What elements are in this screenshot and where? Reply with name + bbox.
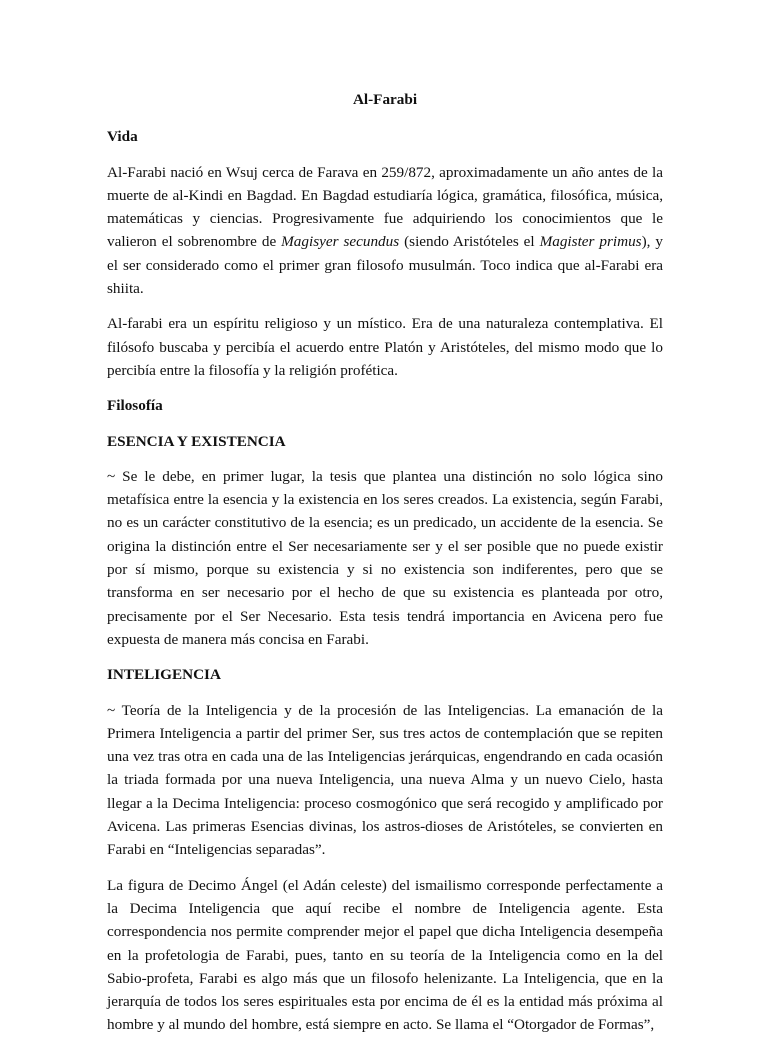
paragraph-text: ), y el ser considerado como el primer gran filosofo musulmán. Toco indica que al-Farabi era shiita. [107, 233, 663, 298]
paragraph-inteligencia-2: La figura de Decimo Ángel (el Adán celeste) del ismailismo corresponde perfectamente a la Decima Inteligencia que aquí recibe el nombre de Inteligencia agente. Esta correspondencia nos permite comprender mejor el papel que dicha Inteligencia desempeña en la profetologia de Farabi, pues, tanto en su teoría de la Inteligencia como en la del Sabio-profeta, Farabi es algo más que un filosofo helenizante. La Inteligencia, que en la jerarquía de todos los seres espirituales esta por encima de él es la entidad más próxima al hombre y al mundo del hombre, está siempre en acto. Se llama el “Otorgador de Formas”, [107, 876, 663, 1034]
italic-term: Magisyer secundus [281, 233, 400, 251]
paragraph-vida-1 [107, 161, 663, 301]
document-title: Al-Farabi [352, 91, 418, 108]
paragraph-inteligencia-1: ~ Teoría de la Inteligencia y de la procesión de las Inteligencias. La emanación de la Primera Inteligencia a partir del primer Ser, sus tres actos de contemplación que se repiten una vez tras otra en cada una de las Inteligencias jerárquicas, engendrando en cada ocasión la triada formada por una nueva Inteligencia, una nueva Alma y un nuevo Cielo, hasta llegar a la Decima Inteligencia: proceso cosmogónico que será recogido y amplificado por Avicena. Las primeras Esencias divinas, los astros-dioses de Aristóteles, se convierten en Farabi en “Inteligencias separadas”. [107, 701, 663, 859]
paragraph-vida-2: Al-farabi era un espíritu religioso y un místico. Era de una naturaleza contemplativa. El filósofo buscaba y percibía el acuerdo entre Platón y Aristóteles, del mismo modo que lo percibía entre la filosofía y la religión profética. [107, 315, 663, 379]
document-page [107, 88, 663, 1049]
section-heading-esencia: ESENCIA Y EXISTENCIA [107, 432, 286, 450]
section-heading-filosofia: Filosofía [107, 397, 163, 415]
section-heading-vida: Vida [107, 128, 138, 146]
paragraph-esencia: ~ Se le debe, en primer lugar, la tesis que plantea una distinción no solo lógica sino metafísica entre la esencia y la existencia en los seres creados. La existencia, según Farabi, no es un carácter constitutivo de la esencia; es un predicado, un accidente de la esencia. Se origina la distinción entre el Ser necesariamente ser y el ser posible que no puede existir por sí mismo, porque su existencia y si no existencia son indiferentes, pero que se transforma en ser necesario por el hecho de que su existencia es planteada por otro, precisamente por el Ser Necesario. Esta tesis tendrá importancia en Avicena pero fue expuesta de manera más concisa en Farabi. [107, 467, 663, 648]
italic-term: Magister primus [539, 233, 642, 251]
section-heading-inteligencia: INTELIGENCIA [107, 666, 221, 684]
paragraph-text: (siendo Aristóteles el [399, 233, 540, 251]
paragraph-text: Al-Farabi nació en Wsuj cerca de Farava en 259/872, aproximadamente un año antes de la muerte de al-Kindi en Bagdad. En Bagdad estudiaría lógica, gramática, filosófica, música, matemáticas y ciencias. Progresivamente fue adquiriendo los conocimientos que le valieron el sobrenombre de [107, 163, 663, 251]
